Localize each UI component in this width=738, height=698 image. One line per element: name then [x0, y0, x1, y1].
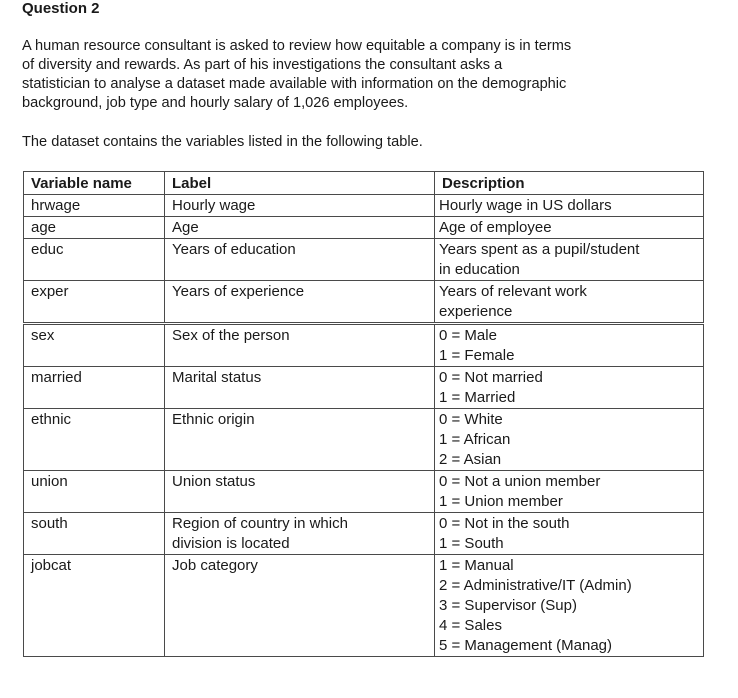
description-line: 1 = Union member: [439, 493, 563, 510]
table-row: [24, 324, 704, 367]
description-line: 0 = Not a union member: [439, 473, 601, 490]
intro-line: statistician to analyse a dataset made available with information on the demographic: [22, 76, 567, 92]
description-line: 1 = Female: [439, 347, 515, 364]
description-line: 0 = White: [439, 411, 503, 428]
description-line: 1 = African: [439, 431, 511, 448]
variable-name: ethnic: [24, 409, 165, 471]
table-intro: The dataset contains the variables listed in the following table.: [22, 134, 423, 150]
description-line: 0 = Not in the south: [439, 515, 570, 532]
table-row: [24, 367, 704, 409]
label-line: Region of country in which: [172, 515, 348, 532]
question-title: Question 2: [22, 0, 100, 17]
variable-description: [435, 555, 704, 657]
intro-line: background, job type and hourly salary of 1,026 employees.: [22, 95, 409, 111]
description-line: Age of employee: [439, 219, 552, 236]
label-line: Years of experience: [172, 283, 305, 300]
description-line: 1 = South: [439, 535, 504, 552]
label-line: Years of education: [172, 241, 296, 258]
intro-paragraph: [22, 37, 672, 113]
table-row: [24, 471, 704, 513]
variable-description: [435, 281, 704, 324]
table-row: [24, 281, 704, 324]
description-line: 2 = Asian: [439, 451, 502, 468]
description-line: 0 = Not married: [439, 369, 543, 386]
description-line: 3 = Supervisor (Sup): [439, 597, 577, 614]
variables-table: [23, 171, 704, 657]
variable-name: union: [24, 471, 165, 513]
variable-label: [165, 281, 435, 324]
table-row: [24, 217, 704, 239]
description-line: 1 = Manual: [439, 557, 514, 574]
table-row: [24, 513, 704, 555]
variable-name: exper: [24, 281, 165, 324]
description-line: Hourly wage in US dollars: [439, 197, 612, 214]
variable-description: [435, 217, 704, 239]
table-header-row: [24, 172, 704, 195]
table-row: [24, 409, 704, 471]
variable-description: [435, 239, 704, 281]
label-line: Job category: [172, 557, 258, 574]
description-line: in education: [439, 261, 520, 278]
intro-line: A human resource consultant is asked to review how equitable a company is in terms: [22, 38, 572, 54]
description-line: 5 = Management (Manag): [439, 637, 613, 654]
variable-description: [435, 195, 704, 217]
label-line: Sex of the person: [172, 327, 290, 344]
description-line: 0 = Male: [439, 327, 497, 344]
header-variable-name: Variable name: [24, 172, 165, 195]
variable-label: [165, 324, 435, 367]
variable-name: jobcat: [24, 555, 165, 657]
variable-label: [165, 217, 435, 239]
description-line: Years of relevant work: [439, 283, 587, 300]
description-line: Years spent as a pupil/student: [439, 241, 640, 258]
table-row: [24, 195, 704, 217]
variable-name: south: [24, 513, 165, 555]
label-line: Age: [172, 219, 199, 236]
variable-description: [435, 513, 704, 555]
variable-label: [165, 195, 435, 217]
description-line: 1 = Married: [439, 389, 516, 406]
variable-description: [435, 324, 704, 367]
variable-label: [165, 471, 435, 513]
variable-label: [165, 367, 435, 409]
description-line: 2 = Administrative/IT (Admin): [439, 577, 632, 594]
variable-label: [165, 513, 435, 555]
variable-name: hrwage: [24, 195, 165, 217]
variable-name: married: [24, 367, 165, 409]
label-line: Union status: [172, 473, 256, 490]
variable-label: [165, 239, 435, 281]
label-line: Marital status: [172, 369, 262, 386]
description-line: 4 = Sales: [439, 617, 502, 634]
table-row: [24, 239, 704, 281]
variable-name: educ: [24, 239, 165, 281]
variable-description: [435, 471, 704, 513]
description-line: experience: [439, 303, 513, 320]
variable-label: [165, 409, 435, 471]
header-description: Description: [435, 172, 704, 195]
table-row: [24, 555, 704, 657]
intro-line: of diversity and rewards. As part of his investigations the consultant asks a: [22, 57, 503, 73]
variable-name: age: [24, 217, 165, 239]
variable-label: [165, 555, 435, 657]
variable-name: sex: [24, 324, 165, 367]
label-line: Hourly wage: [172, 197, 256, 214]
label-line: Ethnic origin: [172, 411, 255, 428]
variable-description: [435, 409, 704, 471]
header-label: Label: [165, 172, 435, 195]
variable-description: [435, 367, 704, 409]
label-line: division is located: [172, 535, 290, 552]
